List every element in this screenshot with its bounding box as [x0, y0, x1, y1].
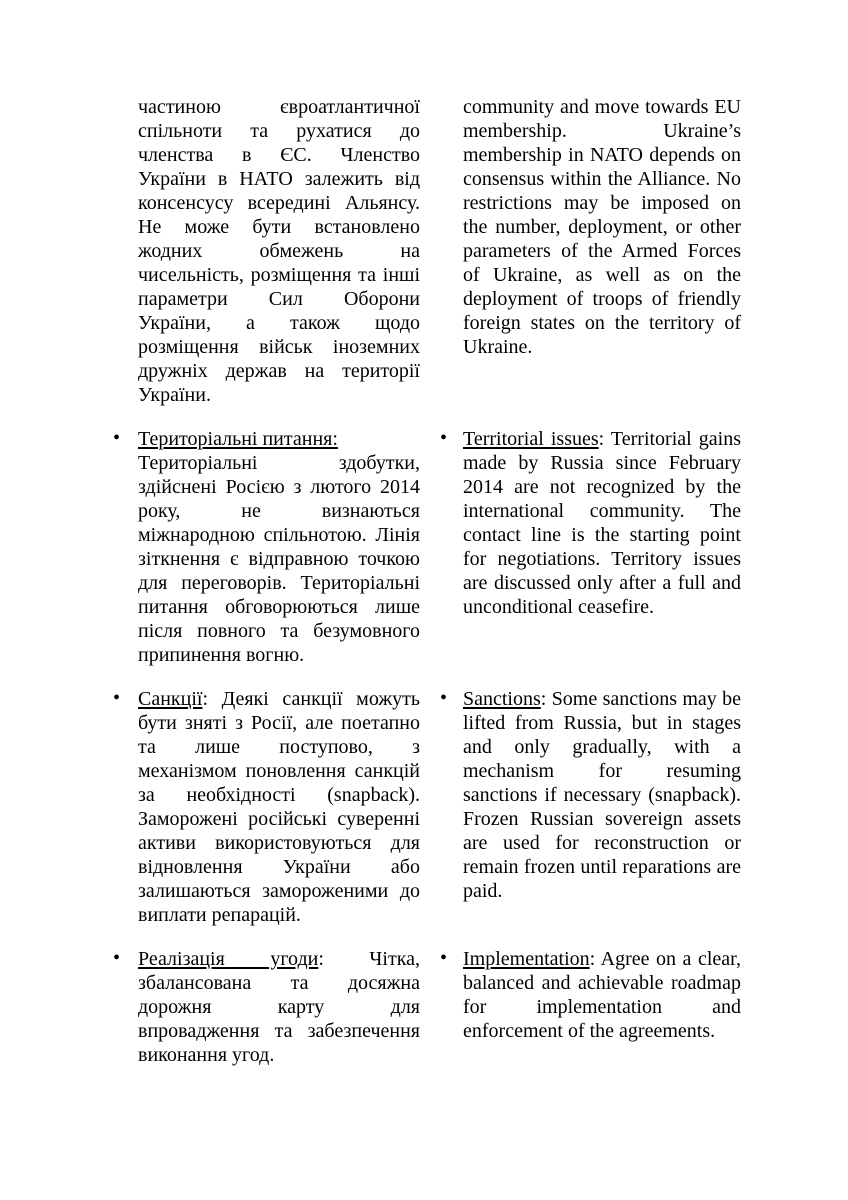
- item-heading: Sanctions: [463, 688, 541, 710]
- item-separator: :: [202, 688, 222, 710]
- bullet-icon: •: [440, 687, 448, 709]
- paragraph-en-membership: [437, 95, 741, 407]
- item-heading: Територіальні питання:: [138, 428, 338, 450]
- bullet-icon: •: [113, 427, 121, 449]
- item-heading: Territorial issues: [463, 428, 599, 450]
- item-text: частиною євроатлантичної спільноти та рухатися до членства в ЄС. Членство України в НАТО залежить від консенсусу всередині Альянсу. Не може бути встановлено жодних обмежень на чисельність, розміщення та інші параметри Сил Оборони України, а також щодо розміщення військ іноземних дружніх держав на території України.: [138, 96, 420, 406]
- item-text: [138, 687, 420, 927]
- bullet-icon: •: [440, 947, 448, 969]
- bullet-icon: •: [113, 687, 121, 709]
- list-item-en-sanctions: [437, 687, 741, 927]
- item-heading: Implementation: [463, 948, 590, 970]
- row-sanctions: [110, 687, 741, 927]
- item-body: Деякі санкції можуть бути зняті з Росії, але поетапно та лише поступово, з механізмом поновлення санкцій за необхідності (snapback). Заморожені російські суверенні активи використовуються для відновлення України або залишаються замороженими до виплати репарацій.: [138, 688, 421, 926]
- list-item-en-implementation: [437, 947, 741, 1067]
- item-body: Territorial gains made by Russia since February 2014 are not recognized by the international community. The contact line is the starting point for negotiations. Territory issues are discussed only after a full and unconditional ceasefire.: [463, 428, 741, 618]
- item-text: [463, 427, 741, 619]
- row-membership: [110, 95, 741, 407]
- item-heading: Санкції: [138, 688, 203, 710]
- list-item-ua-territorial: [110, 427, 420, 667]
- item-body: Територіальні здобутки, здійснені Росією з лютого 2014 року, не визнаються міжнародною спільнотою. Лінія зіткнення є відправною точкою для переговорів. Територіальні питання обговорюються лише після повного та безумовного припинення вогню.: [138, 452, 420, 666]
- item-separator: :: [589, 948, 601, 970]
- row-implementation: [110, 947, 741, 1067]
- item-body: Чітка, збалансована та досяжна дорожня карту для впровадження та забезпечення виконання угод.: [138, 948, 420, 1066]
- list-item-ua-sanctions: [110, 687, 420, 927]
- item-separator: :: [318, 948, 370, 970]
- item-separator: :: [540, 688, 552, 710]
- item-separator: :: [598, 428, 611, 450]
- paragraph-ua-membership: [110, 95, 420, 407]
- list-item-en-territorial: [437, 427, 741, 667]
- row-territorial: [110, 427, 741, 667]
- item-body: Some sanctions may be lifted from Russia, but in stages and only gradually, with a mechanism for resuming sanctions if necessary (snapback). Frozen Russian sovereign assets are used for reconstruction or remain frozen until reparations are paid.: [463, 688, 741, 902]
- item-text: [138, 947, 420, 1067]
- bullet-icon: •: [113, 947, 121, 969]
- document-body: [110, 95, 741, 1087]
- item-heading: Реалізація угоди: [138, 948, 319, 970]
- list-item-ua-implementation: [110, 947, 420, 1067]
- item-text: [463, 687, 741, 903]
- item-text: [463, 947, 741, 1043]
- item-text: community and move towards EU membership. Ukraine’s membership in NATO depends on consensus within the Alliance. No restrictions may be imposed on the number, deployment, or other parameters of the Armed Forces of Ukraine, as well as on the deployment of troops of friendly foreign states on the territory of Ukraine.: [463, 96, 741, 358]
- item-body: Agree on a clear, balanced and achievable roadmap for implementation and enforcement of the agreements.: [463, 948, 741, 1042]
- item-text: [138, 427, 420, 667]
- bullet-icon: •: [440, 427, 448, 449]
